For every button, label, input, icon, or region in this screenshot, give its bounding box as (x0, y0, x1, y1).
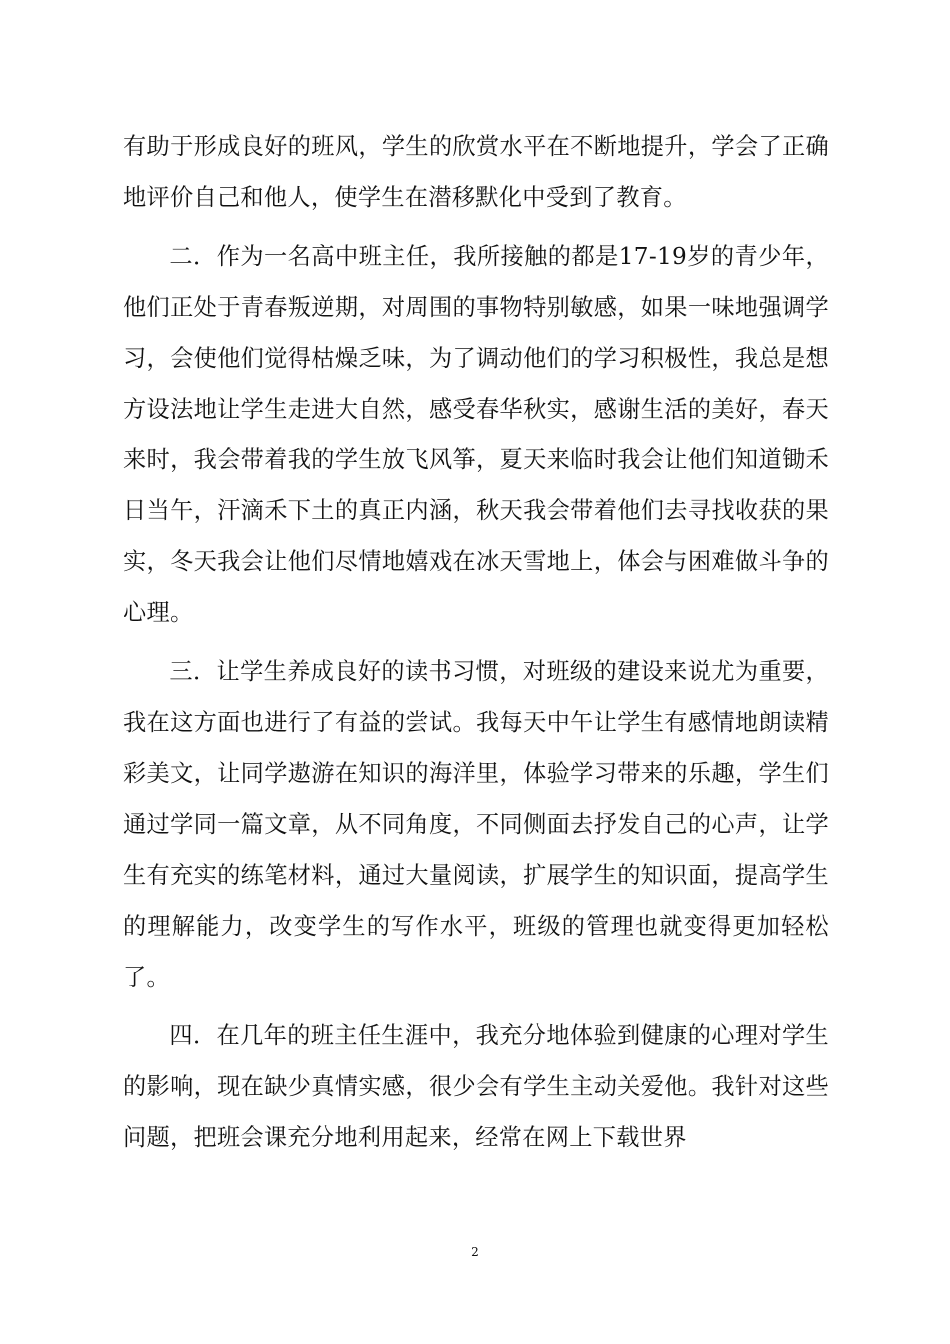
paragraph-continuation: 有助于形成良好的班风，学生的欣赏水平在不断地提升，学会了正确地评价自己和他人，使学生在潜移默化中受到了教育。 (123, 133, 829, 211)
paragraph-section-two: 二．作为一名高中班主任，我所接触的都是17-19岁的青少年，他们正处于青春叛逆期，对周围的事物特别敏感，如果一味地强调学习，会使他们觉得枯燥乏味，为了调动他们的学习积极性，我总是想方设法地让学生走进大自然，感受春华秋实，感谢生活的美好，春天来时，我会带着我的学生放飞风筝，夏天来临时我会让他们知道锄禾日当午，汗滴禾下土的真正内涵，秋天我会带着他们去寻找收获的果实，冬天我会让他们尽情地嬉戏在冰天雪地上，体会与困难做斗争的心理。 (123, 242, 829, 627)
page-number: 2 (471, 1245, 479, 1259)
document-body (123, 122, 829, 1164)
paragraph-section-four: 四．在几年的班主任生涯中，我充分地体验到健康的心理对学生的影响，现在缺少真情实感，很少会有学生主动关爱他。我针对这些问题，把班会课充分地利用起来，经常在网上下载世界 (123, 1022, 829, 1152)
paragraph-section-three: 三．让学生养成良好的读书习惯，对班级的建设来说尤为重要，我在这方面也进行了有益的尝试。我每天中午让学生有感情地朗读精彩美文，让同学遨游在知识的海洋里，体验学习带来的乐趣，学生们通过学同一篇文章，从不同角度，不同侧面去抒发自己的心声，让学生有充实的练笔材料，通过大量阅读，扩展学生的知识面，提高学生的理解能力，改变学生的写作水平，班级的管理也就变得更加轻松了。 (123, 658, 829, 991)
